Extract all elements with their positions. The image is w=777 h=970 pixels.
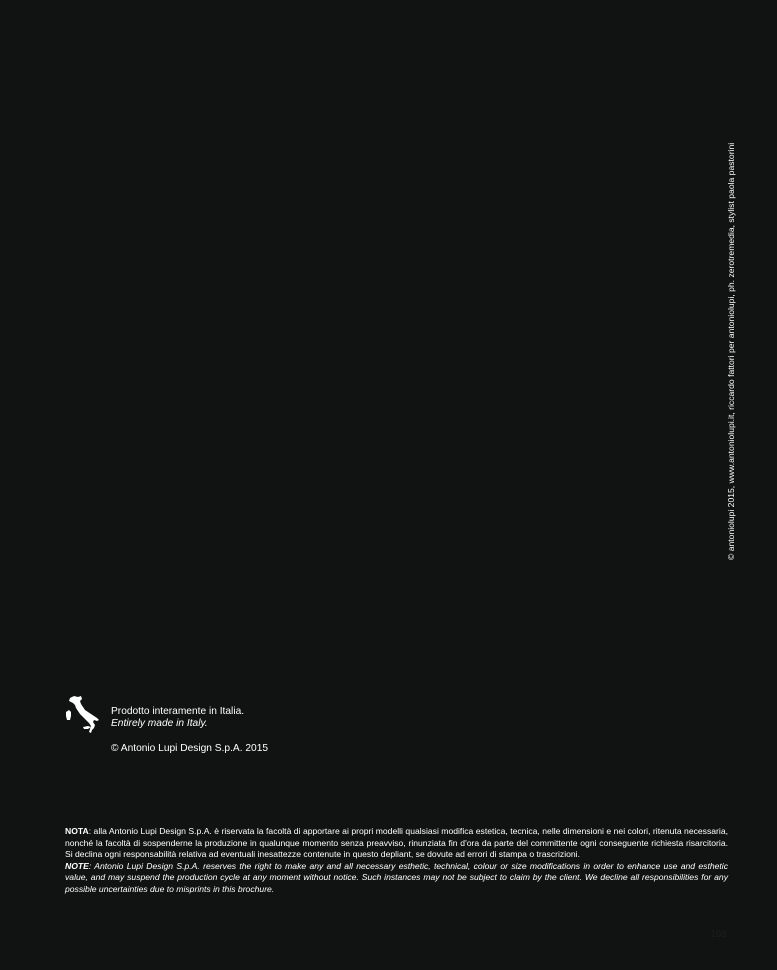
note-label: NOTE — [65, 860, 89, 871]
nota-italian — [65, 826, 728, 861]
nota-text: : alla Antonio Lupi Design S.p.A. è riservata la facoltà di apportare ai propri modelli qualsiasi modifica estetica, tecnica, nelle dimensioni e nei colori, ritenuta necessaria, nonché la facoltà di sospenderne la produzione in qualunque momento senza preavviso, rinunziata fin d'ora da parte del committente ogni conseguente richiesta risarcitoria. Si declina ogni responsabilità relativa ad eventuali inesattezze contenute in questo depliant, se dovute ad errori di stampa o trascrizioni. — [65, 826, 728, 860]
made-in-english: Entirely made in Italy. — [111, 718, 208, 729]
made-in-italian: Prodotto interamente in Italia. — [111, 706, 245, 717]
made-in-italy-text — [111, 706, 244, 730]
copyright-text: © Antonio Lupi Design S.p.A. 2015 — [111, 743, 269, 754]
nota-label: NOTA — [65, 826, 89, 836]
legal-notes — [65, 826, 728, 896]
note-text: : Antonio Lupi Design S.p.A. reserves the right to make any and all necessary esthetic, technical, colour or size modifications in order to enhance use and esthetic value, and may suspend the production cycle at any moment without notice. Such instances may not be subject to claim by the client. We decline all responsibilities for any possible uncertainties due to misprints in this brochure. — [65, 860, 728, 894]
vertical-credit-line: © antoniolupi 2015, www.antoniolupi.it, riccardo fattori per antoniolupi, ph. zerotremedia, stylist paola pastorini — [726, 142, 736, 560]
page-number: 103 — [711, 929, 727, 939]
note-english — [65, 861, 728, 896]
italy-map-icon — [64, 695, 100, 735]
